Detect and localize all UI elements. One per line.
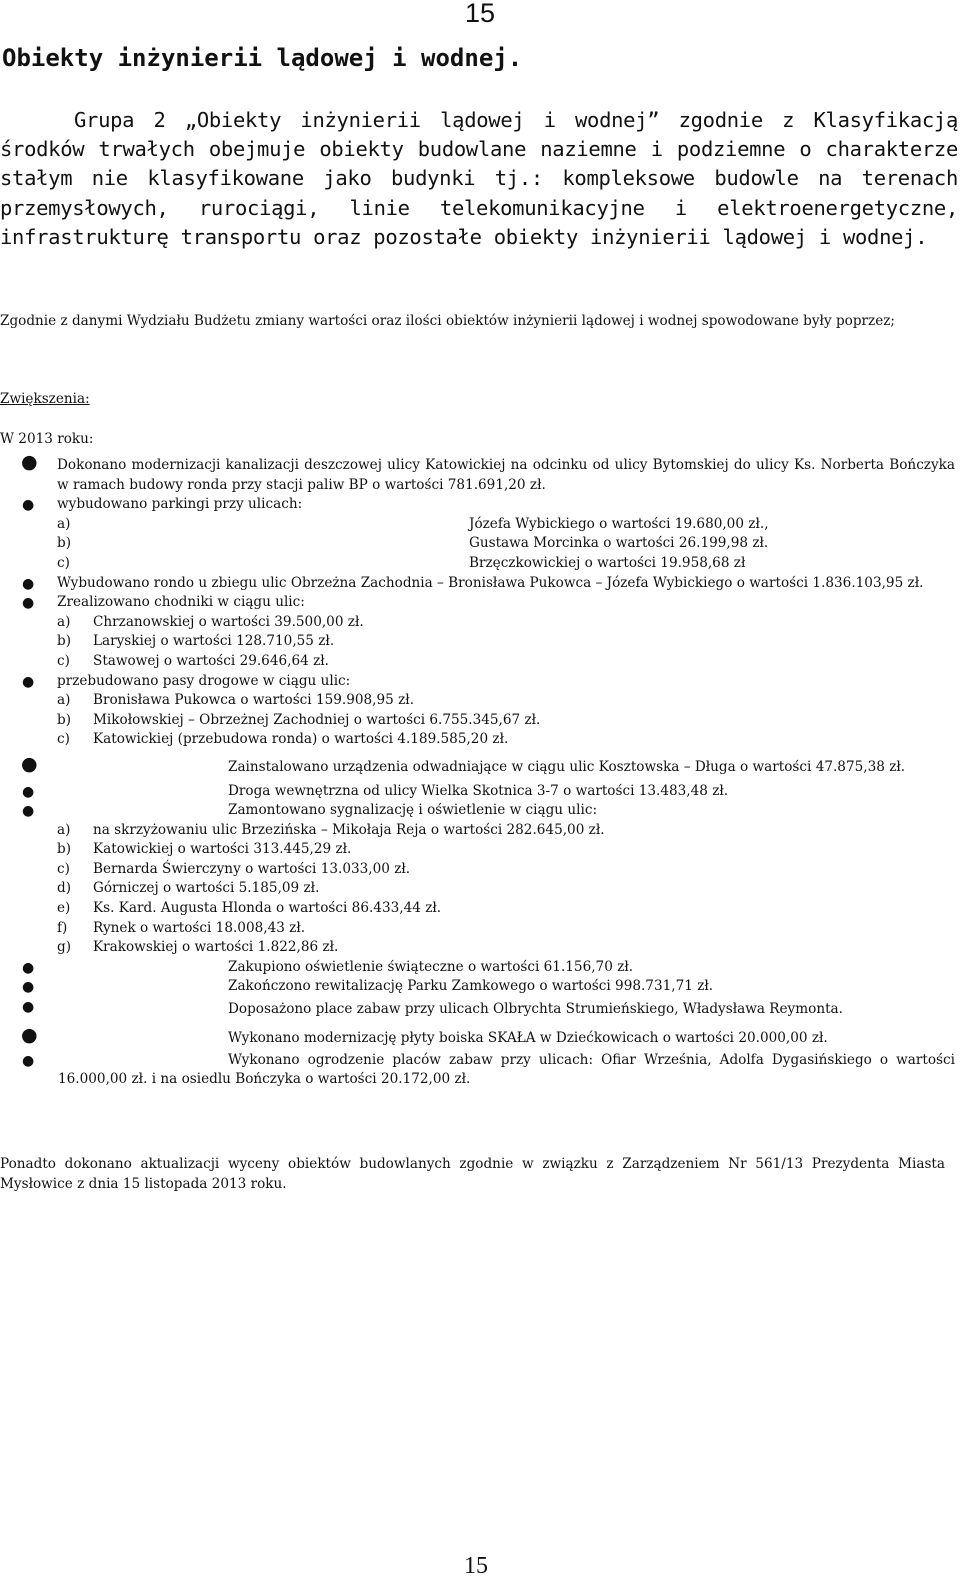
sub-item xyxy=(57,613,955,633)
list-item xyxy=(0,672,955,692)
bullet-icon: ● xyxy=(22,1052,35,1069)
list-item xyxy=(0,958,955,978)
year-label: W 2013 roku: xyxy=(0,431,94,447)
list-item xyxy=(0,574,955,594)
sub-item-marker: a) xyxy=(57,515,71,532)
sub-item-text: Katowickiej o wartości 313.445,29 zł. xyxy=(93,841,352,858)
sub-item-marker: b) xyxy=(57,633,72,650)
investment-list xyxy=(0,451,955,1090)
list-item-text: Wykonano ogrodzenie placów zabaw przy ulicach: Ofiar Września, Adolfa Dygasińskiego o wartości 16.000,00 zł. i na osiedlu Bończyka o wartości 20.172,00 zł. xyxy=(58,1051,955,1088)
sub-item-marker: b) xyxy=(57,841,72,858)
sub-item xyxy=(57,938,955,958)
sub-item-marker: a) xyxy=(57,821,71,838)
list-item xyxy=(0,782,955,802)
list-item-text: Wykonano modernizację płyty boiska SKAŁA w Dziećkowicach o wartości 20.000,00 zł. xyxy=(228,1030,828,1047)
sub-item-marker: c) xyxy=(57,652,70,669)
sub-item xyxy=(57,899,955,919)
sub-item-text: Ks. Kard. Augusta Hlonda o wartości 86.433,44 zł. xyxy=(93,900,442,917)
sub-item-text: Bronisława Pukowca o wartości 159.908,95 zł. xyxy=(93,692,415,709)
list-item xyxy=(0,1024,955,1049)
sub-item xyxy=(57,821,955,841)
sub-item-text: Laryskiej o wartości 128.710,55 zł. xyxy=(93,633,335,650)
sub-item-text: Gustawa Morcinka o wartości 26.199,98 zł. xyxy=(469,535,769,552)
sub-item-marker: b) xyxy=(57,711,72,728)
page-number-top: 15 xyxy=(465,0,496,28)
sub-item xyxy=(57,554,955,574)
bullet-icon: ● xyxy=(22,999,35,1016)
list-item-text: Droga wewnętrzna od ulicy Wielka Skotnica 3-7 o wartości 13.483,48 zł. xyxy=(228,782,729,799)
sub-item-marker: e) xyxy=(57,900,71,917)
list-item-text: przebudowano pasy drogowe w ciągu ulic: xyxy=(57,672,351,689)
list-item-text: Doposażono place zabaw przy ulicach Olbrychta Strumieńskiego, Władysława Reymonta. xyxy=(228,1001,843,1018)
bullet-icon: ● xyxy=(22,575,35,592)
sub-item xyxy=(57,919,955,939)
page-number-bottom: 15 xyxy=(464,1553,488,1579)
sub-item-marker: c) xyxy=(57,860,70,877)
sub-item-text: Krakowskiej o wartości 1.822,86 zł. xyxy=(93,939,339,956)
bullet-icon: ● xyxy=(22,783,35,800)
sub-item xyxy=(57,711,955,731)
sub-item-text: Górniczej o wartości 5.185,09 zł. xyxy=(93,880,320,897)
list-item-text: Zakończono rewitalizację Parku Zamkowego o wartości 998.731,71 zł. xyxy=(228,978,714,995)
sub-item xyxy=(57,860,955,880)
sub-item-marker: a) xyxy=(57,692,71,709)
list-item xyxy=(0,752,955,778)
list-item-text: Zainstalowano urządzenia odwadniające w ciągu ulic Kosztowska – Długa o wartości 47.875,38 zł. xyxy=(228,758,906,775)
section-heading: Obiekty inżynierii lądowej i wodnej. xyxy=(2,44,523,72)
increases-label: Zwiększenia: xyxy=(0,391,90,407)
sub-item-marker: c) xyxy=(57,554,70,571)
sub-item xyxy=(57,534,955,554)
list-item-text: wybudowano parkingi przy ulicach: xyxy=(57,496,303,513)
sub-item-marker: b) xyxy=(57,535,72,552)
bullet-icon: ● xyxy=(21,752,38,775)
list-item xyxy=(0,997,955,1021)
sub-item-marker: a) xyxy=(57,613,71,630)
list-item-text: Zamontowano sygnalizację i oświetlenie w ciągu ulic: xyxy=(228,802,598,819)
sub-item-text: na skrzyżowaniu ulic Brzezińska – Mikołaja Reja o wartości 282.645,00 zł. xyxy=(93,821,605,838)
list-item-text: Zakupiono oświetlenie świąteczne o wartości 61.156,70 zł. xyxy=(228,958,634,975)
list-item xyxy=(0,977,955,997)
bullet-icon: ● xyxy=(22,673,35,690)
sub-item-marker: d) xyxy=(57,880,72,897)
bullet-icon: ● xyxy=(22,497,35,514)
intro-paragraph-block xyxy=(0,106,958,252)
list-item xyxy=(0,801,955,821)
bullet-icon: ● xyxy=(21,1024,38,1047)
bullet-icon: ● xyxy=(22,959,35,976)
sub-item-text: Stawowej o wartości 29.646,64 zł. xyxy=(93,652,329,669)
sub-item xyxy=(57,632,955,652)
sub-item-text: Katowickiej (przebudowa ronda) o wartości 4.189.585,20 zł. xyxy=(93,731,509,748)
sub-item-text: Chrzanowskiej o wartości 39.500,00 zł. xyxy=(93,613,364,630)
sub-item xyxy=(57,515,955,535)
sub-item-text: Rynek o wartości 18.008,43 zł. xyxy=(93,919,306,936)
sub-item xyxy=(57,879,955,899)
list-item xyxy=(0,495,955,515)
sub-item-text: Józefa Wybickiego o wartości 19.680,00 zł., xyxy=(469,515,769,532)
sub-item xyxy=(57,652,955,672)
intro-paragraph: Grupa 2 „Obiekty inżynierii lądowej i wodnej” zgodnie z Klasyfikacją środków trwałych obejmuje obiekty budowlane naziemne i podziemne o charakterze stałym nie klasyfikowane jako budynki tj.: kompleksowe budowle na terenach przemysłowych, rurociągi, linie telekomunikacyjne i elektroenergetyczne, infrastrukturę transportu oraz pozostałe obiekty inżynierii lądowej i wodnej. xyxy=(0,108,958,249)
bullet-icon: ● xyxy=(21,451,38,473)
bullet-icon: ● xyxy=(22,595,35,612)
sub-item-text: Brzęczkowickiej o wartości 19.958,68 zł xyxy=(469,554,746,571)
sub-item-marker: g) xyxy=(57,939,72,956)
list-item xyxy=(0,593,955,613)
sub-item xyxy=(57,691,955,711)
sub-item-marker: c) xyxy=(57,731,70,748)
closing-paragraph: Ponadto dokonano aktualizacji wyceny obiektów budowlanych zgodnie w związku z Zarządzeniem Nr 561/13 Prezydenta Miasta Mysłowice z dnia 15 listopada 2013 roku. xyxy=(0,1156,945,1192)
list-item-text: Wybudowano rondo u zbiegu ulic Obrzeżna Zachodnia – Bronisława Pukowca – Józefa Wybickiego o wartości 1.836.103,95 zł. xyxy=(57,574,924,591)
sub-item xyxy=(57,730,955,750)
bullet-icon: ● xyxy=(22,979,35,996)
list-item xyxy=(0,451,955,495)
sub-item-text: Mikołowskiej – Obrzeżnej Zachodniej o wartości 6.755.345,67 zł. xyxy=(93,711,541,728)
source-paragraph: Zgodnie z danymi Wydziału Budżetu zmiany wartości oraz ilości obiektów inżynierii lądowej i wodnej spowodowane były poprzez; xyxy=(0,313,895,329)
list-item xyxy=(0,1051,955,1090)
sub-item-text: Bernarda Świerczyny o wartości 13.033,00 zł. xyxy=(93,860,411,877)
sub-item xyxy=(57,840,955,860)
sub-item-marker: f) xyxy=(57,919,68,936)
bullet-icon: ● xyxy=(22,803,35,820)
list-item-text: Dokonano modernizacji kanalizacji deszczowej ulicy Katowickiej na odcinku od ulicy Bytomskiej do ulicy Ks. Norberta Bończyka w ramach budowy ronda przy stacji paliw BP o wartości 781.691,20 zł. xyxy=(57,457,955,493)
list-item-text: Zrealizowano chodniki w ciągu ulic: xyxy=(57,594,305,611)
